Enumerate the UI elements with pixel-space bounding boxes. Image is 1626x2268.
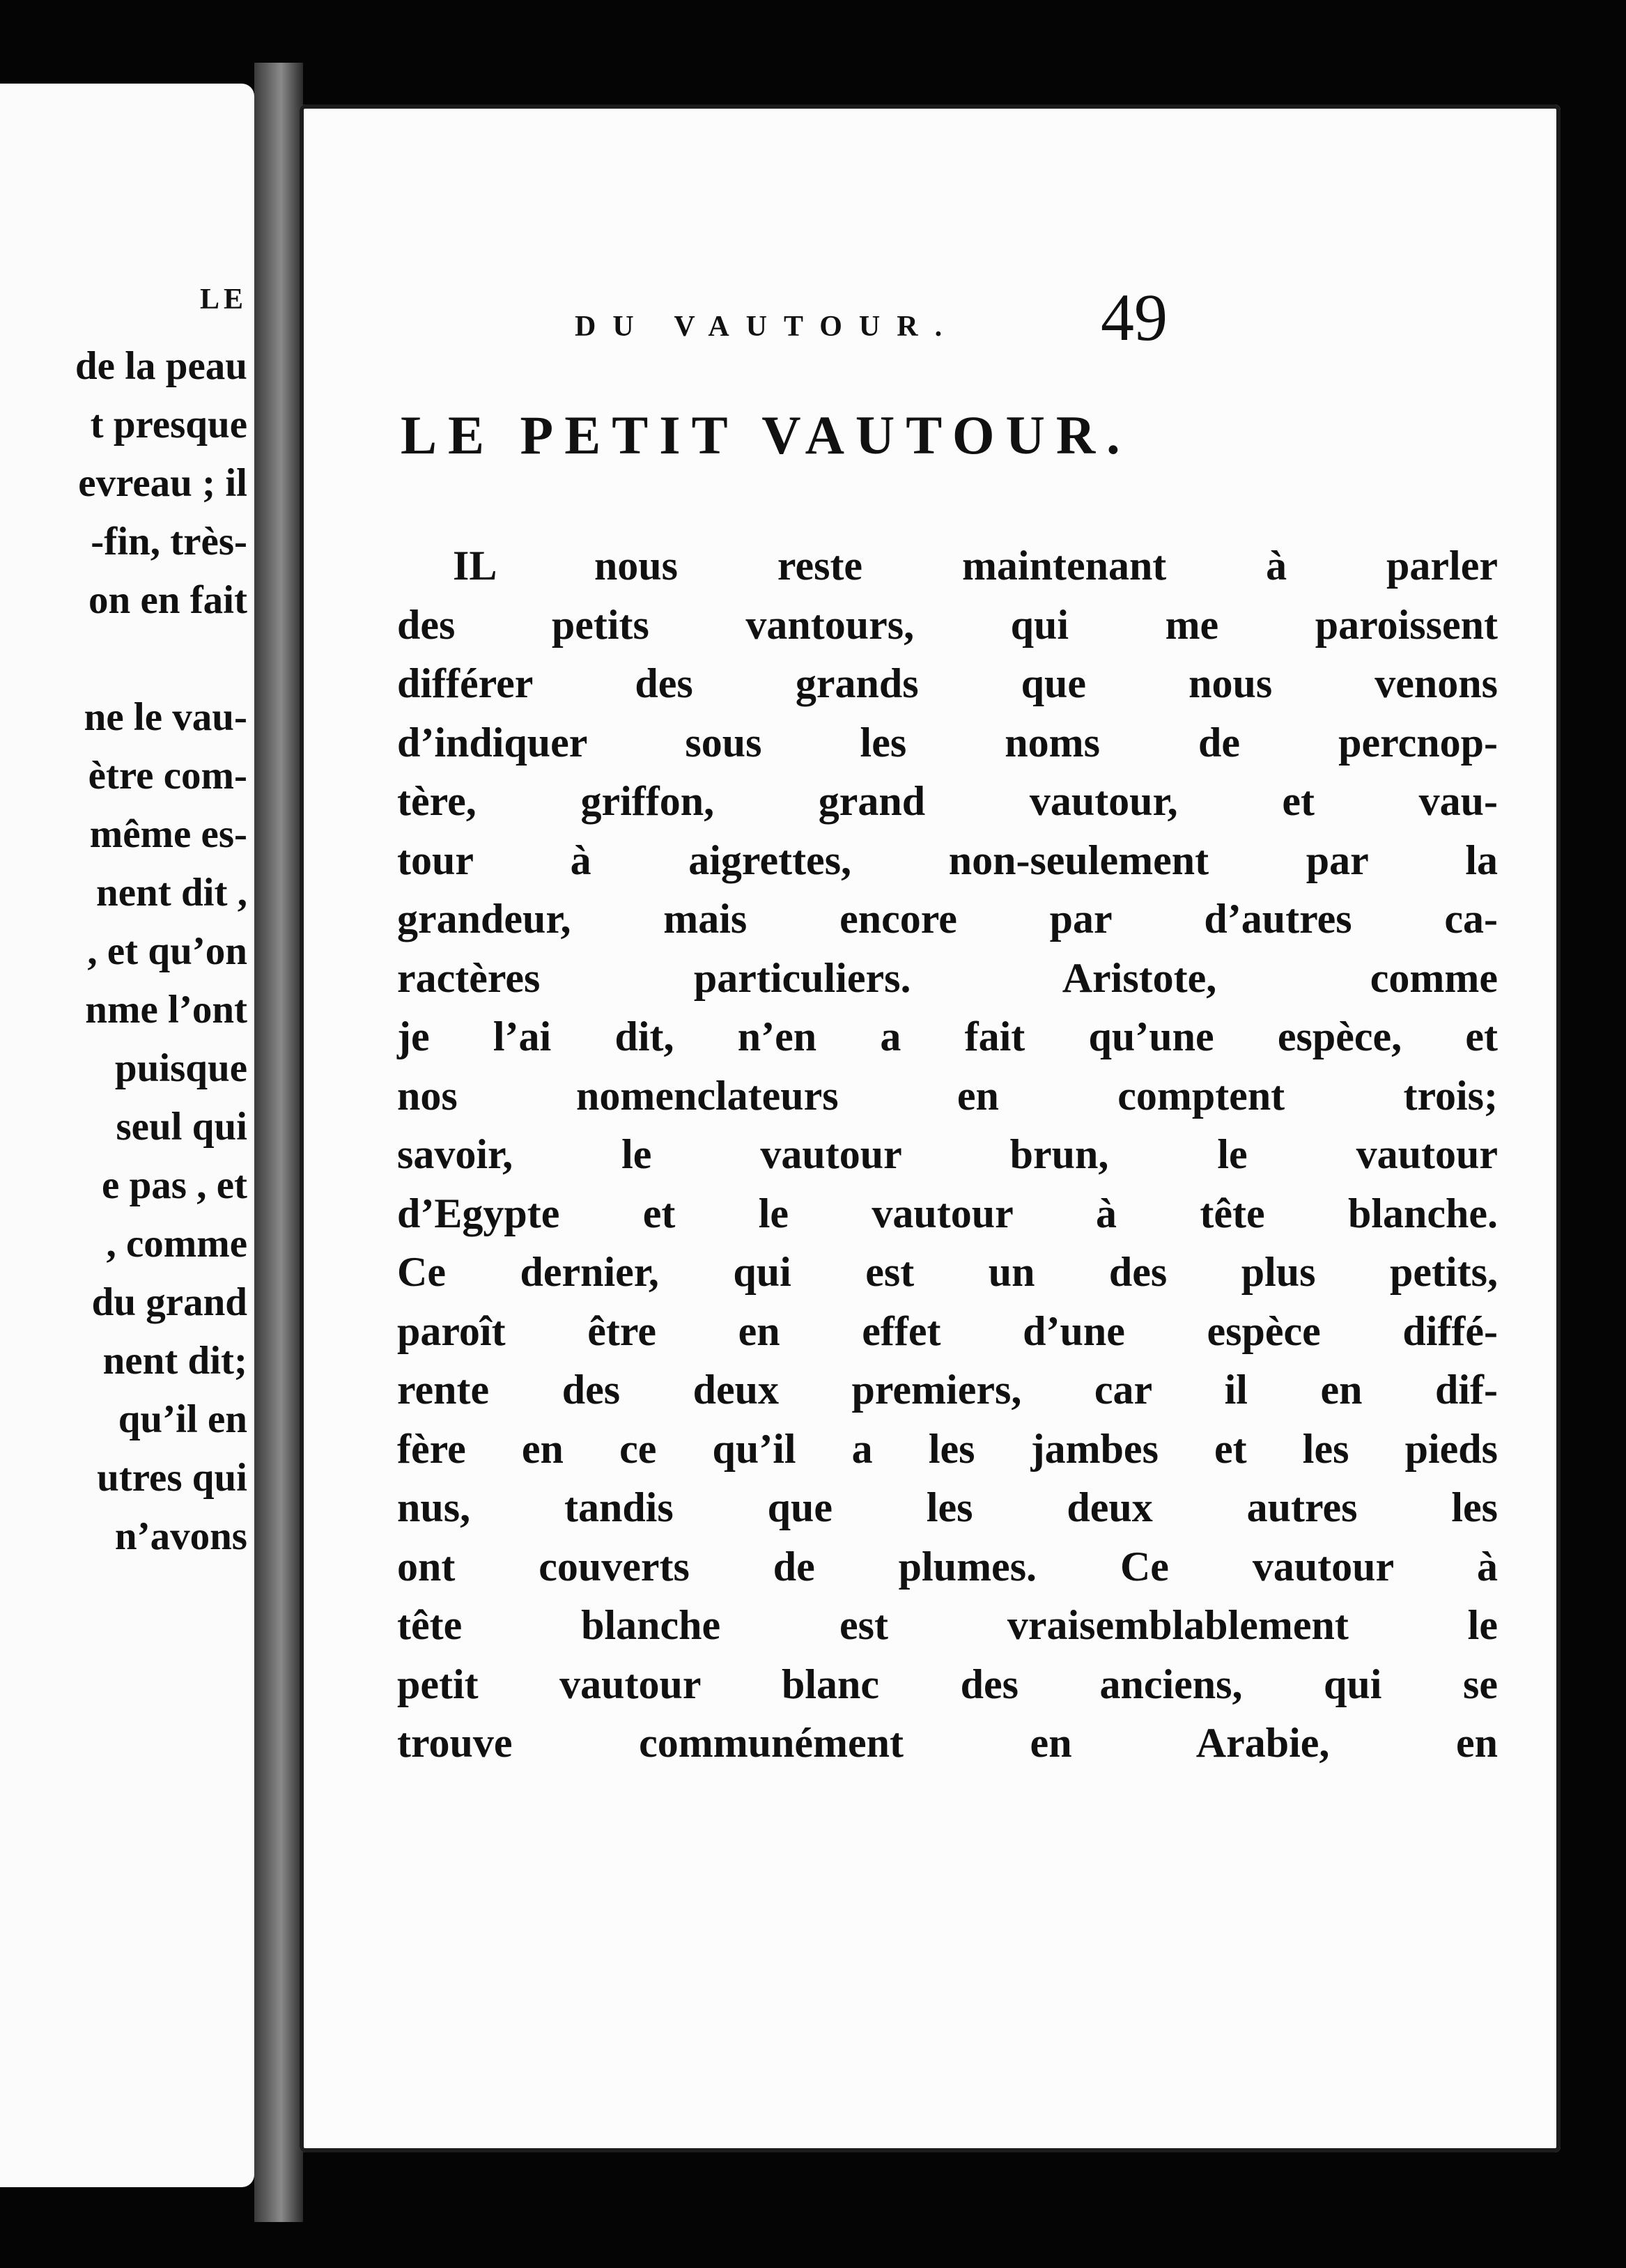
- text-line: nus, tandis que les deux autres les: [397, 1484, 1498, 1530]
- current-page: [300, 104, 1561, 2152]
- text-line: rente des deux premiers, car il en dif-: [397, 1367, 1498, 1413]
- text-line: savoir, le vautour brun, le vautour: [397, 1131, 1498, 1177]
- text-line: je l’ai dit, n’en a fait qu’une espèce, et: [397, 1013, 1498, 1059]
- text-line: grandeur, mais encore par d’autres ca-: [397, 896, 1498, 942]
- text-line: IL nous reste maintenant à parler: [453, 543, 1498, 589]
- previous-page-header: LE: [199, 284, 247, 316]
- text-line: petit vautour blanc des anciens, qui se: [397, 1661, 1498, 1707]
- previous-page: [0, 84, 254, 2187]
- text-line: des petits vantours, qui me paroissent: [397, 601, 1498, 648]
- text-line: du grand: [91, 1280, 247, 1324]
- text-line: nent dit;: [102, 1339, 247, 1383]
- text-line: nent dit ,: [96, 871, 247, 915]
- text-line: tête blanche est vraisemblablement le: [397, 1602, 1498, 1648]
- chapter-title: LE PETIT VAUTOUR.: [401, 405, 1131, 465]
- running-head: DU VAUTOUR.: [575, 311, 959, 343]
- page-number: 49: [1101, 280, 1168, 355]
- text-line: ractères particuliers. Aristote, comme: [397, 954, 1498, 1001]
- text-line: fère en ce qu’il a les jambes et les pieds: [397, 1425, 1498, 1472]
- text-line: d’indiquer sous les noms de percnop-: [397, 719, 1498, 766]
- text-line: paroît être en effet d’une espèce diffé-: [397, 1307, 1498, 1354]
- text-line: ont couverts de plumes. Ce vautour à: [397, 1543, 1498, 1590]
- text-line: tère, griffon, grand vautour, et vau-: [397, 778, 1498, 824]
- text-line: Ce dernier, qui est un des plus petits,: [397, 1249, 1498, 1295]
- text-line: evreau ; il: [78, 461, 247, 505]
- text-line: [75, 630, 247, 688]
- text-line: , et qu’on: [87, 929, 247, 973]
- text-line: puisque: [114, 1046, 247, 1090]
- book-gutter: [254, 63, 303, 2222]
- text-line: utres qui: [97, 1456, 247, 1500]
- text-line: tour à aigrettes, non-seulement par la: [397, 837, 1498, 883]
- text-line: différer des grands que nous venons: [397, 660, 1498, 706]
- text-line: trouve communément en Arabie, en: [397, 1720, 1498, 1766]
- text-line: ne le vau-: [84, 695, 247, 739]
- text-line: d’Egypte et le vautour à tête blanche.: [397, 1190, 1498, 1236]
- text-line: -fin, très-: [91, 520, 247, 564]
- text-line: nme l’ont: [85, 988, 247, 1032]
- text-line: t presque: [90, 403, 247, 446]
- text-line: qu’il en: [118, 1397, 247, 1441]
- text-line: on en fait: [88, 578, 247, 622]
- text-line: ètre com-: [88, 754, 247, 798]
- text-line: nos nomenclateurs en comptent trois;: [397, 1072, 1498, 1119]
- text-line: n’avons: [114, 1514, 247, 1558]
- text-line: même es-: [89, 812, 247, 856]
- text-line: , comme: [106, 1222, 247, 1266]
- text-line: de la peau: [75, 344, 247, 388]
- text-line: seul qui: [116, 1105, 247, 1149]
- text-line: e pas , et: [102, 1163, 247, 1207]
- previous-page-text: [75, 279, 247, 1566]
- body-text: [397, 536, 1498, 1773]
